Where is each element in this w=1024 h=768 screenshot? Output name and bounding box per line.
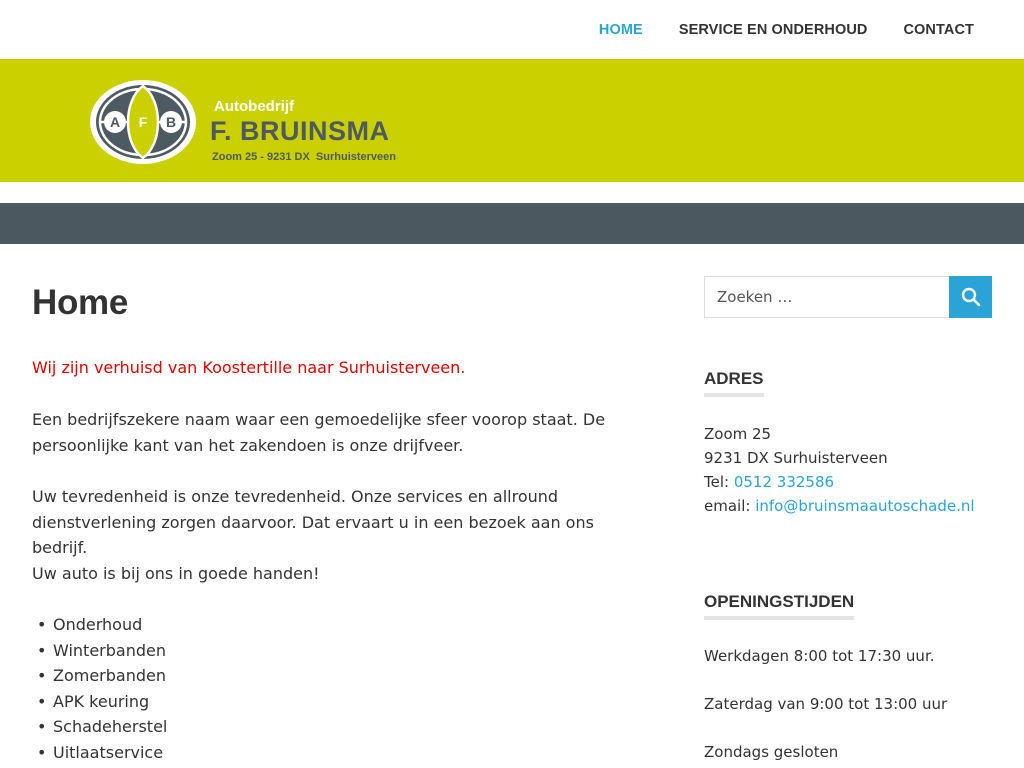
logo-tagline: Autobedrijf — [214, 98, 294, 115]
list-item: • Zomerbanden — [32, 663, 167, 689]
opening-hours-title: OPENINGSTIJDEN — [704, 592, 854, 620]
header-dark-bar — [0, 203, 1024, 244]
list-item: • Uitlaatservice — [32, 740, 167, 766]
hours-weekdays: Werkdagen 8:00 tot 17:30 uur. — [704, 647, 935, 665]
satisfaction-paragraph: Uw tevredenheid is onze tevredenheid. Onze services en allround dienstverlening zorgen daarvoor. Dat ervaart u in een bezoek aan ons bedrijf. — [32, 487, 594, 557]
intro-paragraph: Een bedrijfszekere naam waar een gemoedelijke sfeer voorop staat. De persoonlijke kant van het zakendoen is onze drijfveer. — [32, 410, 606, 455]
logo-address: Zoom 25 - 9231 DX Surhuisterveen — [212, 151, 397, 163]
nav-contact[interactable]: CONTACT — [903, 21, 974, 38]
nav-service-en-onderhoud[interactable]: SERVICE EN ONDERHOUD — [678, 21, 868, 38]
page-title: Home — [32, 283, 129, 322]
list-item: • Onderhoud — [32, 612, 167, 638]
address-city: 9231 DX Surhuisterveen — [704, 449, 888, 467]
hours-sunday: Zondags gesloten — [704, 743, 839, 761]
svg-text:F: F — [138, 114, 148, 130]
email-label: email: — [704, 497, 756, 515]
services-list — [32, 612, 167, 765]
hours-saturday: Zaterdag van 9:00 tot 13:00 uur — [704, 695, 948, 713]
search-form — [704, 276, 992, 318]
main-menu — [599, 0, 974, 59]
good-hands-paragraph: Uw auto is bij ons in goede handen! — [32, 564, 320, 583]
list-item: • Schadeherstel — [32, 714, 167, 740]
address-block — [704, 422, 975, 518]
phone-link[interactable]: 0512 332586 — [733, 473, 835, 491]
list-item: • APK keuring — [32, 689, 167, 715]
search-icon — [961, 287, 981, 307]
search-button[interactable] — [949, 276, 992, 318]
afb-emblem-icon — [88, 78, 198, 166]
address-widget-title: ADRES — [704, 369, 764, 397]
search-input[interactable] — [704, 276, 949, 318]
top-navigation — [0, 0, 1024, 59]
site-logo[interactable] — [88, 78, 418, 168]
svg-text:B: B — [165, 114, 177, 130]
svg-text:A: A — [109, 114, 121, 130]
address-phone-line — [704, 470, 975, 494]
address-email-line — [704, 494, 975, 518]
logo-company-name: F. BRUINSMA — [210, 116, 390, 146]
moved-notice: Wij zijn verhuisd van Koostertille naar Surhuisterveen. — [32, 358, 466, 377]
list-item: • Winterbanden — [32, 638, 167, 664]
main-content — [32, 280, 652, 762]
phone-label: Tel: — [704, 473, 734, 491]
email-link[interactable]: info@bruinsmaautoschade.nl — [755, 497, 975, 515]
address-street: Zoom 25 — [704, 425, 772, 443]
nav-home[interactable]: HOME — [598, 21, 643, 38]
